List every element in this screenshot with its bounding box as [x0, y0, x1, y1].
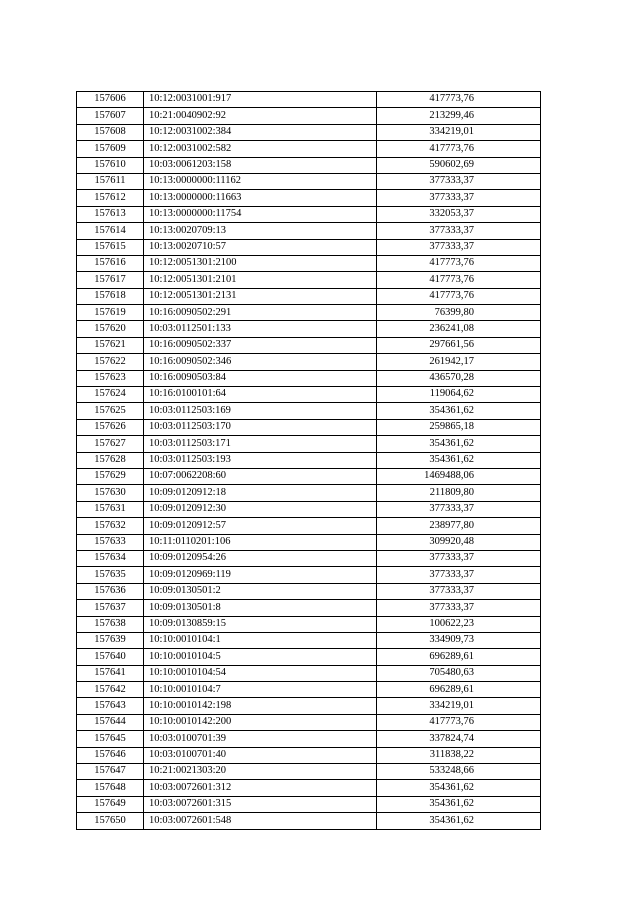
- cadastral-number-cell: 10:16:0090502:337: [144, 337, 377, 353]
- row-number-cell: 157641: [77, 665, 144, 681]
- cadastral-value-cell: 259865,18: [377, 419, 541, 435]
- row-number-cell: 157629: [77, 468, 144, 484]
- cadastral-value-cell: 436570,28: [377, 370, 541, 386]
- cadastral-value-cell: 334219,01: [377, 124, 541, 140]
- cadastral-value-cell: 377333,37: [377, 501, 541, 517]
- row-number-cell: 157638: [77, 616, 144, 632]
- cadastral-value-cell: 100622,23: [377, 616, 541, 632]
- row-number-cell: 157608: [77, 124, 144, 140]
- cadastral-number-cell: 10:12:0051301:2131: [144, 288, 377, 304]
- table-row: [77, 583, 541, 599]
- cadastral-value-cell: 309920,48: [377, 534, 541, 550]
- cadastral-value-cell: 354361,62: [377, 780, 541, 796]
- table-row: [77, 272, 541, 288]
- row-number-cell: 157648: [77, 780, 144, 796]
- row-number-cell: 157624: [77, 387, 144, 403]
- table-row: [77, 600, 541, 616]
- cadastral-value-cell: 533248,66: [377, 764, 541, 780]
- table-row: [77, 665, 541, 681]
- row-number-cell: 157621: [77, 337, 144, 353]
- cadastral-number-cell: 10:10:0010104:54: [144, 665, 377, 681]
- cadastral-number-cell: 10:09:0120969:119: [144, 567, 377, 583]
- table-row: [77, 206, 541, 222]
- row-number-cell: 157607: [77, 108, 144, 124]
- table-row: [77, 518, 541, 534]
- cadastral-value-cell: 119064,62: [377, 387, 541, 403]
- cadastral-number-cell: 10:21:0021303:20: [144, 764, 377, 780]
- row-number-cell: 157644: [77, 714, 144, 730]
- cadastral-number-cell: 10:03:0072601:312: [144, 780, 377, 796]
- table-row: [77, 141, 541, 157]
- cadastral-number-cell: 10:03:0072601:548: [144, 813, 377, 829]
- table-row: [77, 616, 541, 632]
- cadastral-value-cell: 236241,08: [377, 321, 541, 337]
- cadastral-value-cell: 705480,63: [377, 665, 541, 681]
- row-number-cell: 157613: [77, 206, 144, 222]
- cadastral-number-cell: 10:10:0010104:7: [144, 682, 377, 698]
- cadastral-number-cell: 10:12:0031001:917: [144, 92, 377, 108]
- row-number-cell: 157632: [77, 518, 144, 534]
- row-number-cell: 157649: [77, 796, 144, 812]
- cadastral-value-cell: 261942,17: [377, 354, 541, 370]
- row-number-cell: 157615: [77, 239, 144, 255]
- table-row: [77, 550, 541, 566]
- row-number-cell: 157618: [77, 288, 144, 304]
- cadastral-value-cell: 1469488,06: [377, 468, 541, 484]
- table-row: [77, 714, 541, 730]
- table-row: [77, 173, 541, 189]
- cadastral-number-cell: 10:16:0090502:291: [144, 305, 377, 321]
- cadastral-number-cell: 10:13:0000000:11162: [144, 173, 377, 189]
- row-number-cell: 157610: [77, 157, 144, 173]
- row-number-cell: 157646: [77, 747, 144, 763]
- row-number-cell: 157625: [77, 403, 144, 419]
- cadastral-number-cell: 10:16:0100101:64: [144, 387, 377, 403]
- cadastral-value-cell: 354361,62: [377, 796, 541, 812]
- row-number-cell: 157622: [77, 354, 144, 370]
- cadastral-number-cell: 10:12:0051301:2101: [144, 272, 377, 288]
- cadastral-value-cell: 354361,62: [377, 813, 541, 829]
- cadastral-value-cell: 417773,76: [377, 255, 541, 271]
- cadastral-number-cell: 10:16:0090503:84: [144, 370, 377, 386]
- cadastral-number-cell: 10:09:0120954:26: [144, 550, 377, 566]
- table-row: [77, 501, 541, 517]
- row-number-cell: 157635: [77, 567, 144, 583]
- cadastral-number-cell: 10:03:0072601:315: [144, 796, 377, 812]
- row-number-cell: 157630: [77, 485, 144, 501]
- table-row: [77, 632, 541, 648]
- table-row: [77, 124, 541, 140]
- cadastral-value-cell: 337824,74: [377, 731, 541, 747]
- row-number-cell: 157609: [77, 141, 144, 157]
- table-row: [77, 813, 541, 829]
- cadastral-number-cell: 10:03:0112501:133: [144, 321, 377, 337]
- table-row: [77, 534, 541, 550]
- cadastral-value-cell: 417773,76: [377, 288, 541, 304]
- cadastral-number-cell: 10:09:0130859:15: [144, 616, 377, 632]
- cadastral-value-cell: 417773,76: [377, 141, 541, 157]
- cadastral-number-cell: 10:03:0100701:39: [144, 731, 377, 747]
- row-number-cell: 157650: [77, 813, 144, 829]
- cadastral-number-cell: 10:09:0130501:8: [144, 600, 377, 616]
- row-number-cell: 157619: [77, 305, 144, 321]
- table-row: [77, 354, 541, 370]
- cadastral-value-cell: 417773,76: [377, 92, 541, 108]
- cadastral-number-cell: 10:16:0090502:346: [144, 354, 377, 370]
- cadastral-value-cell: 354361,62: [377, 452, 541, 468]
- cadastral-value-cell: 332053,37: [377, 206, 541, 222]
- cadastral-value-cell: 377333,37: [377, 190, 541, 206]
- table-row: [77, 108, 541, 124]
- cadastral-value-cell: 377333,37: [377, 583, 541, 599]
- table-row: [77, 764, 541, 780]
- table-row: [77, 321, 541, 337]
- table-body: [77, 92, 541, 830]
- cadastral-number-cell: 10:10:0010104:5: [144, 649, 377, 665]
- cadastral-number-cell: 10:13:0000000:11754: [144, 206, 377, 222]
- cadastral-value-table: [76, 91, 541, 830]
- table-row: [77, 239, 541, 255]
- row-number-cell: 157620: [77, 321, 144, 337]
- cadastral-value-cell: 417773,76: [377, 272, 541, 288]
- table-row: [77, 698, 541, 714]
- cadastral-number-cell: 10:13:0020709:13: [144, 223, 377, 239]
- cadastral-number-cell: 10:03:0061203:158: [144, 157, 377, 173]
- table-row: [77, 747, 541, 763]
- cadastral-number-cell: 10:09:0120912:30: [144, 501, 377, 517]
- table-row: [77, 452, 541, 468]
- cadastral-value-cell: 334909,73: [377, 632, 541, 648]
- cadastral-number-cell: 10:11:0110201:106: [144, 534, 377, 550]
- table-row: [77, 255, 541, 271]
- table-row: [77, 419, 541, 435]
- cadastral-value-cell: 211809,80: [377, 485, 541, 501]
- row-number-cell: 157640: [77, 649, 144, 665]
- cadastral-number-cell: 10:13:0020710:57: [144, 239, 377, 255]
- table-row: [77, 796, 541, 812]
- table-row: [77, 649, 541, 665]
- row-number-cell: 157643: [77, 698, 144, 714]
- row-number-cell: 157634: [77, 550, 144, 566]
- cadastral-value-cell: 377333,37: [377, 600, 541, 616]
- row-number-cell: 157617: [77, 272, 144, 288]
- table-row: [77, 370, 541, 386]
- row-number-cell: 157611: [77, 173, 144, 189]
- row-number-cell: 157612: [77, 190, 144, 206]
- cadastral-number-cell: 10:10:0010104:1: [144, 632, 377, 648]
- table-row: [77, 387, 541, 403]
- cadastral-value-cell: 377333,37: [377, 173, 541, 189]
- cadastral-value-cell: 213299,46: [377, 108, 541, 124]
- cadastral-value-cell: 590602,69: [377, 157, 541, 173]
- cadastral-number-cell: 10:03:0100701:40: [144, 747, 377, 763]
- table-row: [77, 780, 541, 796]
- table-row: [77, 436, 541, 452]
- cadastral-number-cell: 10:09:0120912:18: [144, 485, 377, 501]
- table-row: [77, 567, 541, 583]
- row-number-cell: 157639: [77, 632, 144, 648]
- row-number-cell: 157637: [77, 600, 144, 616]
- row-number-cell: 157647: [77, 764, 144, 780]
- cadastral-value-cell: 377333,37: [377, 223, 541, 239]
- table-row: [77, 485, 541, 501]
- cadastral-value-cell: 354361,62: [377, 436, 541, 452]
- cadastral-number-cell: 10:03:0112503:171: [144, 436, 377, 452]
- cadastral-value-cell: 76399,80: [377, 305, 541, 321]
- cadastral-value-cell: 417773,76: [377, 714, 541, 730]
- table-row: [77, 731, 541, 747]
- cadastral-value-cell: 334219,01: [377, 698, 541, 714]
- cadastral-value-cell: 354361,62: [377, 403, 541, 419]
- table-row: [77, 223, 541, 239]
- cadastral-number-cell: 10:03:0112503:170: [144, 419, 377, 435]
- cadastral-value-cell: 377333,37: [377, 550, 541, 566]
- table-row: [77, 468, 541, 484]
- row-number-cell: 157628: [77, 452, 144, 468]
- table-row: [77, 305, 541, 321]
- cadastral-number-cell: 10:03:0112503:193: [144, 452, 377, 468]
- cadastral-value-cell: 696289,61: [377, 649, 541, 665]
- row-number-cell: 157636: [77, 583, 144, 599]
- cadastral-value-cell: 696289,61: [377, 682, 541, 698]
- row-number-cell: 157642: [77, 682, 144, 698]
- table-row: [77, 682, 541, 698]
- row-number-cell: 157614: [77, 223, 144, 239]
- table-row: [77, 337, 541, 353]
- cadastral-number-cell: 10:07:0062208:60: [144, 468, 377, 484]
- cadastral-number-cell: 10:03:0112503:169: [144, 403, 377, 419]
- cadastral-number-cell: 10:12:0031002:384: [144, 124, 377, 140]
- cadastral-number-cell: 10:10:0010142:198: [144, 698, 377, 714]
- table-row: [77, 288, 541, 304]
- cadastral-number-cell: 10:09:0130501:2: [144, 583, 377, 599]
- table-row: [77, 157, 541, 173]
- row-number-cell: 157627: [77, 436, 144, 452]
- cadastral-value-cell: 238977,80: [377, 518, 541, 534]
- row-number-cell: 157645: [77, 731, 144, 747]
- cadastral-value-cell: 377333,37: [377, 567, 541, 583]
- cadastral-number-cell: 10:10:0010142:200: [144, 714, 377, 730]
- table-row: [77, 403, 541, 419]
- cadastral-value-cell: 297661,56: [377, 337, 541, 353]
- row-number-cell: 157633: [77, 534, 144, 550]
- row-number-cell: 157606: [77, 92, 144, 108]
- row-number-cell: 157631: [77, 501, 144, 517]
- row-number-cell: 157623: [77, 370, 144, 386]
- row-number-cell: 157626: [77, 419, 144, 435]
- cadastral-number-cell: 10:12:0051301:2100: [144, 255, 377, 271]
- cadastral-number-cell: 10:13:0000000:11663: [144, 190, 377, 206]
- cadastral-number-cell: 10:12:0031002:582: [144, 141, 377, 157]
- cadastral-value-cell: 311838,22: [377, 747, 541, 763]
- cadastral-number-cell: 10:21:0040902:92: [144, 108, 377, 124]
- row-number-cell: 157616: [77, 255, 144, 271]
- cadastral-number-cell: 10:09:0120912:57: [144, 518, 377, 534]
- cadastral-value-cell: 377333,37: [377, 239, 541, 255]
- table-row: [77, 190, 541, 206]
- table-row: [77, 92, 541, 108]
